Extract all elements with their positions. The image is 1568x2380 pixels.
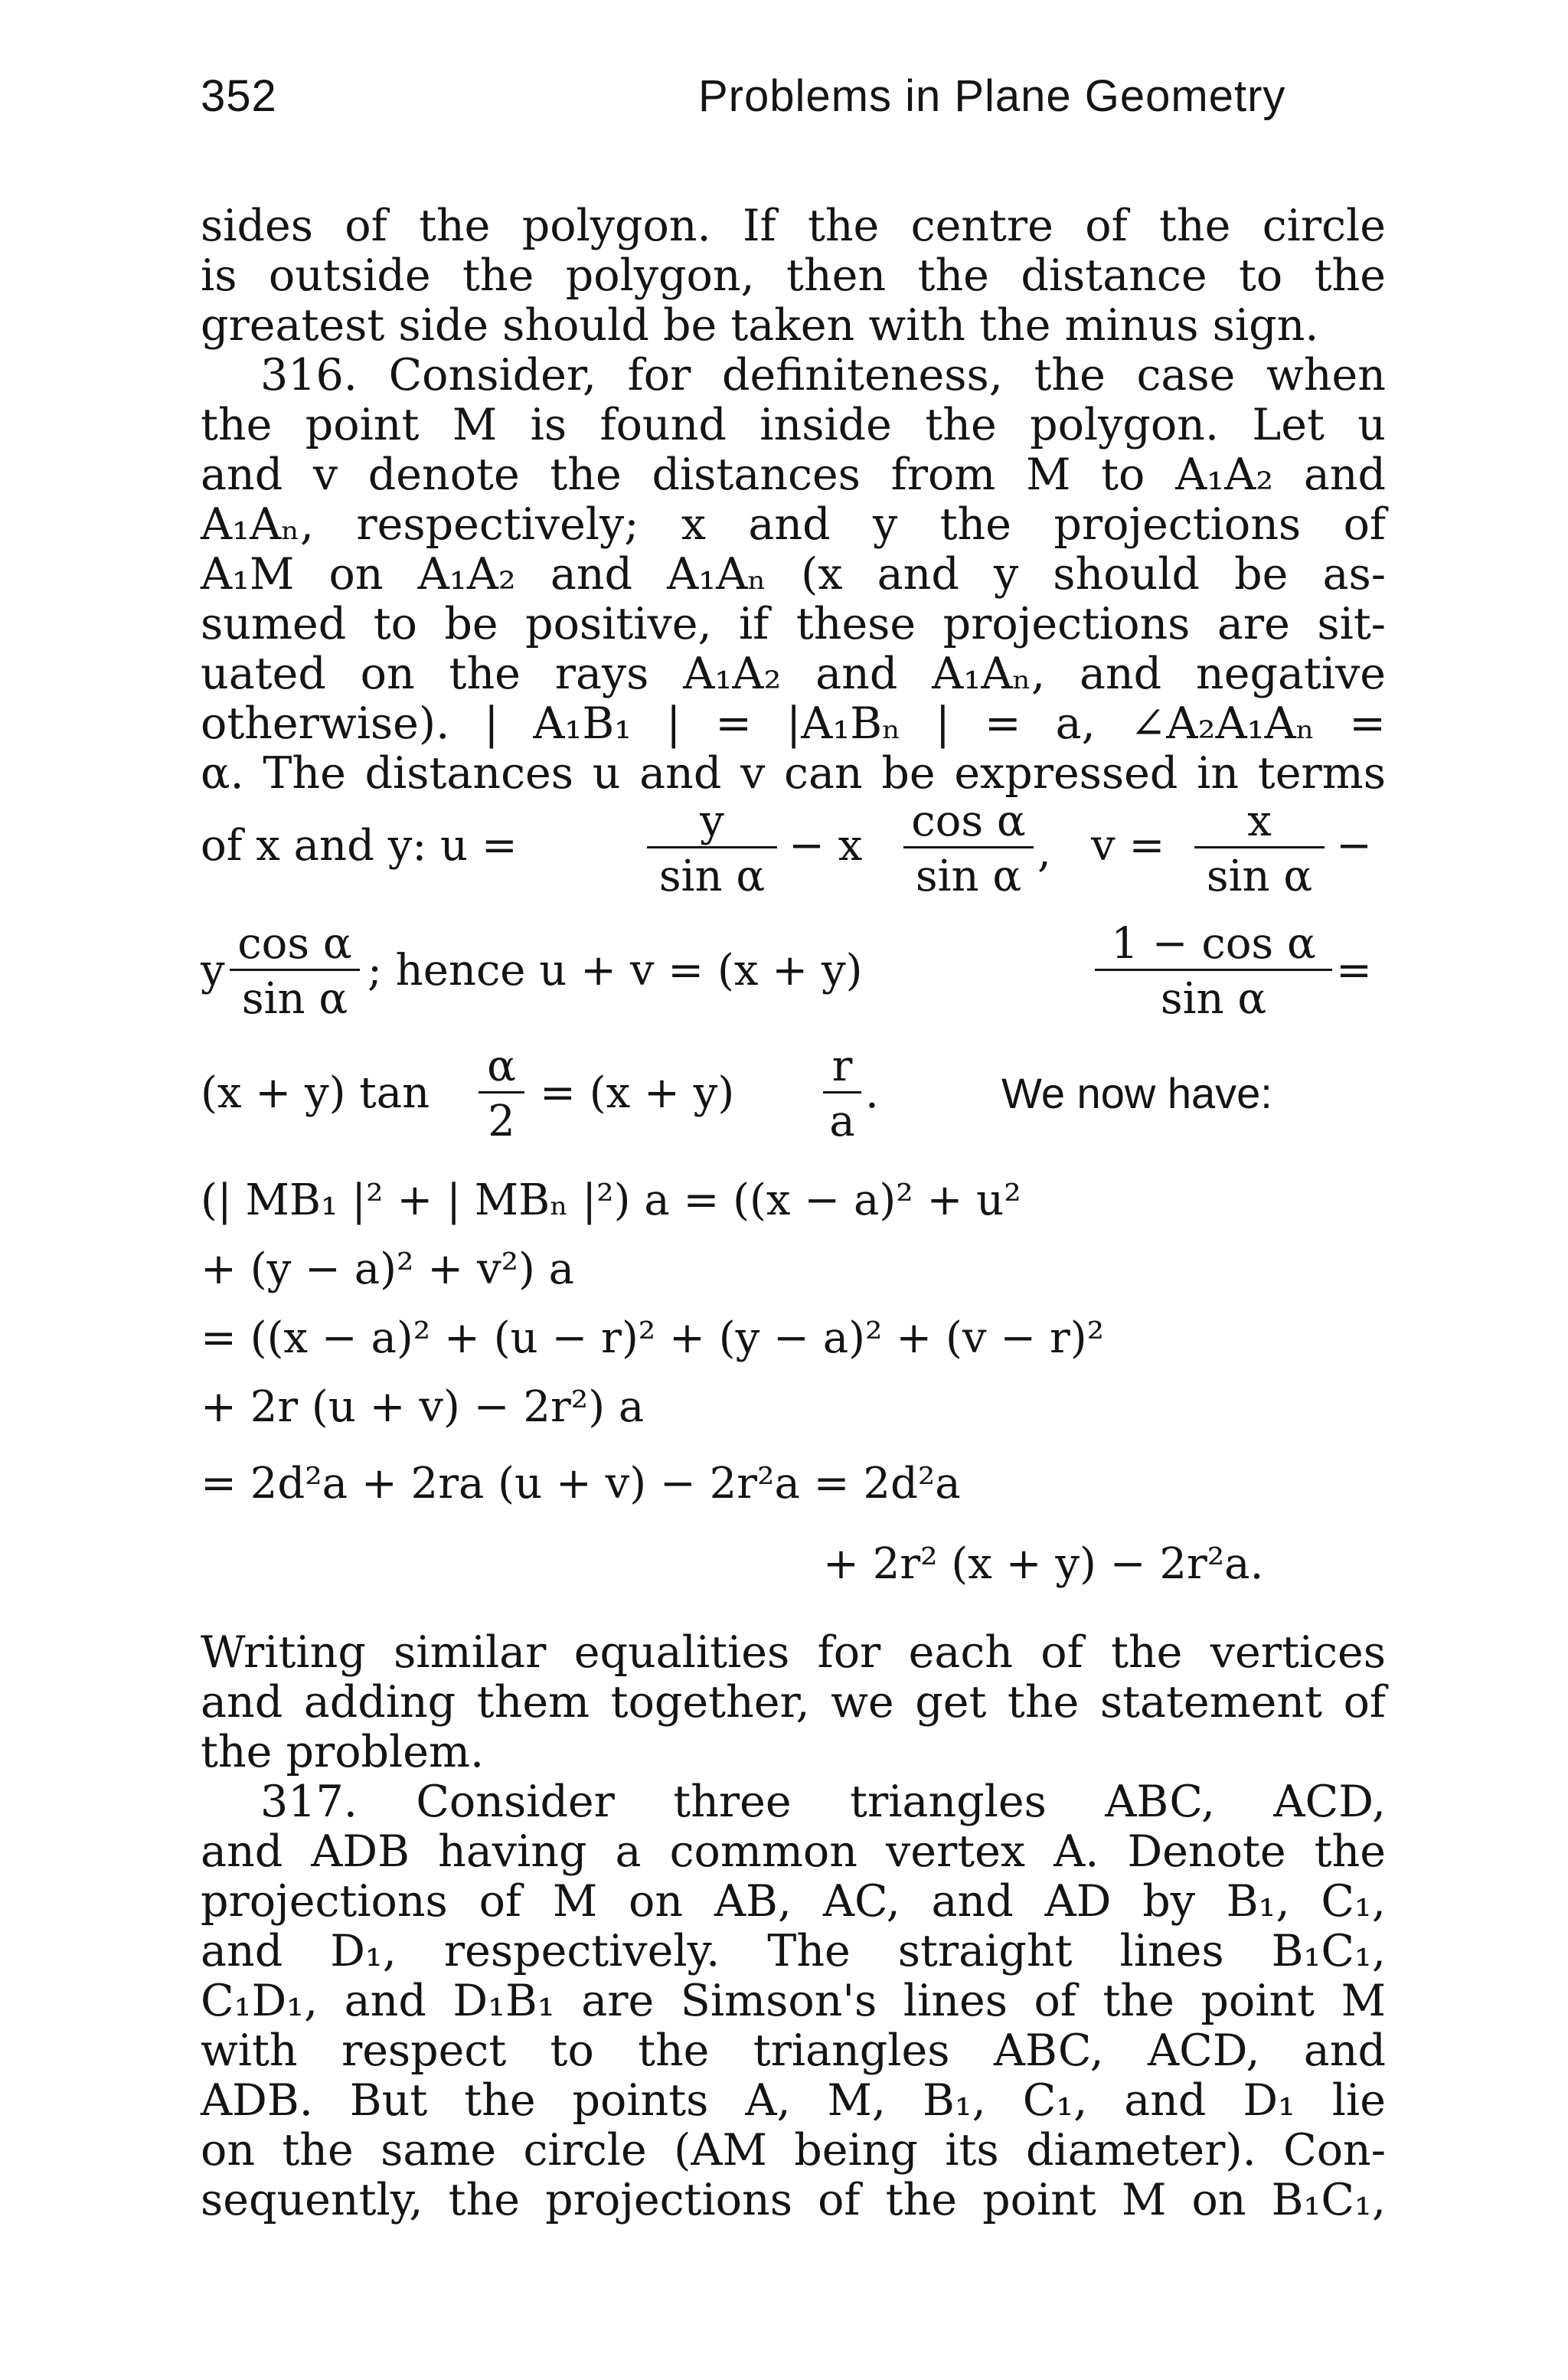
eq1-mid: − x bbox=[789, 821, 863, 871]
eq1-f3-num: x bbox=[1247, 796, 1272, 846]
fraction-bar bbox=[647, 846, 777, 848]
derivation-line: + (y − a)² + v²) a bbox=[201, 1244, 575, 1294]
fraction-bar bbox=[823, 1091, 861, 1094]
eq2-f1-den: sin α bbox=[241, 974, 348, 1024]
text-line: on the same circle (AM being its diameter). Con- bbox=[201, 2125, 1386, 2176]
eq3-f2-den: a bbox=[829, 1097, 855, 1146]
text-line: and D₁, respectively. The straight lines B₁C₁, bbox=[201, 1926, 1386, 1976]
eq2-hence: ; hence u + v = (x + y) bbox=[368, 946, 863, 995]
eq3-tail: We now have: bbox=[1001, 1069, 1272, 1117]
derivation-line: = 2d²a + 2ra (u + v) − 2r²a = 2d²a bbox=[201, 1459, 961, 1509]
problem-316-start: 316. Consider, for definiteness, the case when bbox=[260, 350, 1386, 400]
text-line: ADB. But the points A, M, B₁, C₁, and D₁ lie bbox=[201, 2075, 1386, 2126]
derivation-line: (| MB₁ |² + | MBₙ |²) a = ((x − a)² + u² bbox=[201, 1175, 1021, 1225]
eq1-lead: of x and y: u = bbox=[201, 821, 518, 871]
text-line: sequently, the projections of the point M on B₁C₁, bbox=[201, 2175, 1386, 2225]
eq3-dot: . bbox=[865, 1068, 879, 1118]
eq1-comma: , bbox=[1037, 827, 1051, 877]
text-line: C₁D₁, and D₁B₁ are Simson's lines of the point M bbox=[201, 1976, 1386, 2026]
eq1-f1-den: sin α bbox=[658, 852, 766, 901]
text-line: the point M is found inside the polygon. Let u bbox=[201, 400, 1386, 450]
eq2-f2-num: 1 − cos α bbox=[1111, 919, 1316, 969]
problem-317-start: 317. Consider three triangles ABC, ACD, bbox=[260, 1777, 1386, 1827]
fraction-bar bbox=[1095, 969, 1332, 971]
text-line: Writing similar equalities for each of the vertices bbox=[201, 1627, 1386, 1678]
eq1-v: v = bbox=[1091, 821, 1165, 871]
text-line: projections of M on AB, AC, and AD by B₁, C₁, bbox=[201, 1876, 1386, 1927]
text-line: greatest side should be taken with the minus sign. bbox=[201, 300, 1319, 351]
eq1-f1-num: y bbox=[700, 796, 724, 846]
text-line: α. The distances u and v can be expressed in terms bbox=[201, 748, 1386, 799]
text-line: and v denote the distances from M to A₁A₂ and bbox=[201, 450, 1386, 500]
text-line: with respect to the triangles ABC, ACD, and bbox=[201, 2025, 1386, 2076]
fraction-bar bbox=[903, 846, 1034, 848]
text-line: sides of the polygon. If the centre of the circle bbox=[201, 201, 1386, 251]
eq2-f2-den: sin α bbox=[1160, 974, 1267, 1024]
eq3-f1-num: α bbox=[487, 1041, 516, 1091]
eq2-eq: = bbox=[1336, 946, 1372, 995]
text-line: A₁Aₙ, respectively; x and y the projections of bbox=[201, 499, 1386, 550]
text-line: A₁M on A₁A₂ and A₁Aₙ (x and y should be as- bbox=[201, 549, 1386, 600]
derivation-line: + 2r² (x + y) − 2r²a. bbox=[823, 1539, 1264, 1589]
fraction-bar bbox=[1194, 846, 1325, 848]
eq3-f1-den: 2 bbox=[488, 1097, 515, 1146]
eq3-f2-num: r bbox=[831, 1041, 853, 1091]
eq1-f3-den: sin α bbox=[1206, 852, 1313, 901]
text-line: uated on the rays A₁A₂ and A₁Aₙ, and negative bbox=[201, 649, 1386, 699]
eq1-tail: − bbox=[1336, 821, 1372, 871]
text-line: and ADB having a common vertex A. Denote the bbox=[201, 1826, 1386, 1877]
derivation-line: + 2r (u + v) − 2r²) a bbox=[201, 1382, 645, 1432]
running-title: Problems in Plane Geometry bbox=[698, 71, 1286, 121]
text-line: is outside the polygon, then the distance to the bbox=[201, 250, 1386, 301]
page-number: 352 bbox=[201, 71, 277, 121]
fraction-bar bbox=[230, 969, 360, 971]
eq2-f1-num: cos α bbox=[237, 919, 352, 969]
eq1-f2-num: cos α bbox=[911, 796, 1026, 846]
fraction-bar bbox=[479, 1091, 524, 1094]
derivation-line: = ((x − a)² + (u − r)² + (y − a)² + (v − r)² bbox=[201, 1313, 1105, 1363]
eq3-lead: (x + y) tan bbox=[201, 1068, 430, 1118]
text-line: sumed to be positive, if these projections are sit- bbox=[201, 599, 1386, 649]
eq2-y: y bbox=[201, 946, 225, 995]
eq3-mid: = (x + y) bbox=[540, 1068, 735, 1118]
eq1-f2-den: sin α bbox=[915, 852, 1022, 901]
text-line: and adding them together, we get the statement of bbox=[201, 1677, 1386, 1728]
text-line: the problem. bbox=[201, 1727, 485, 1777]
text-line: otherwise). | A₁B₁ | = |A₁Bₙ | = a, ∠A₂A₁Aₙ = bbox=[201, 698, 1386, 749]
